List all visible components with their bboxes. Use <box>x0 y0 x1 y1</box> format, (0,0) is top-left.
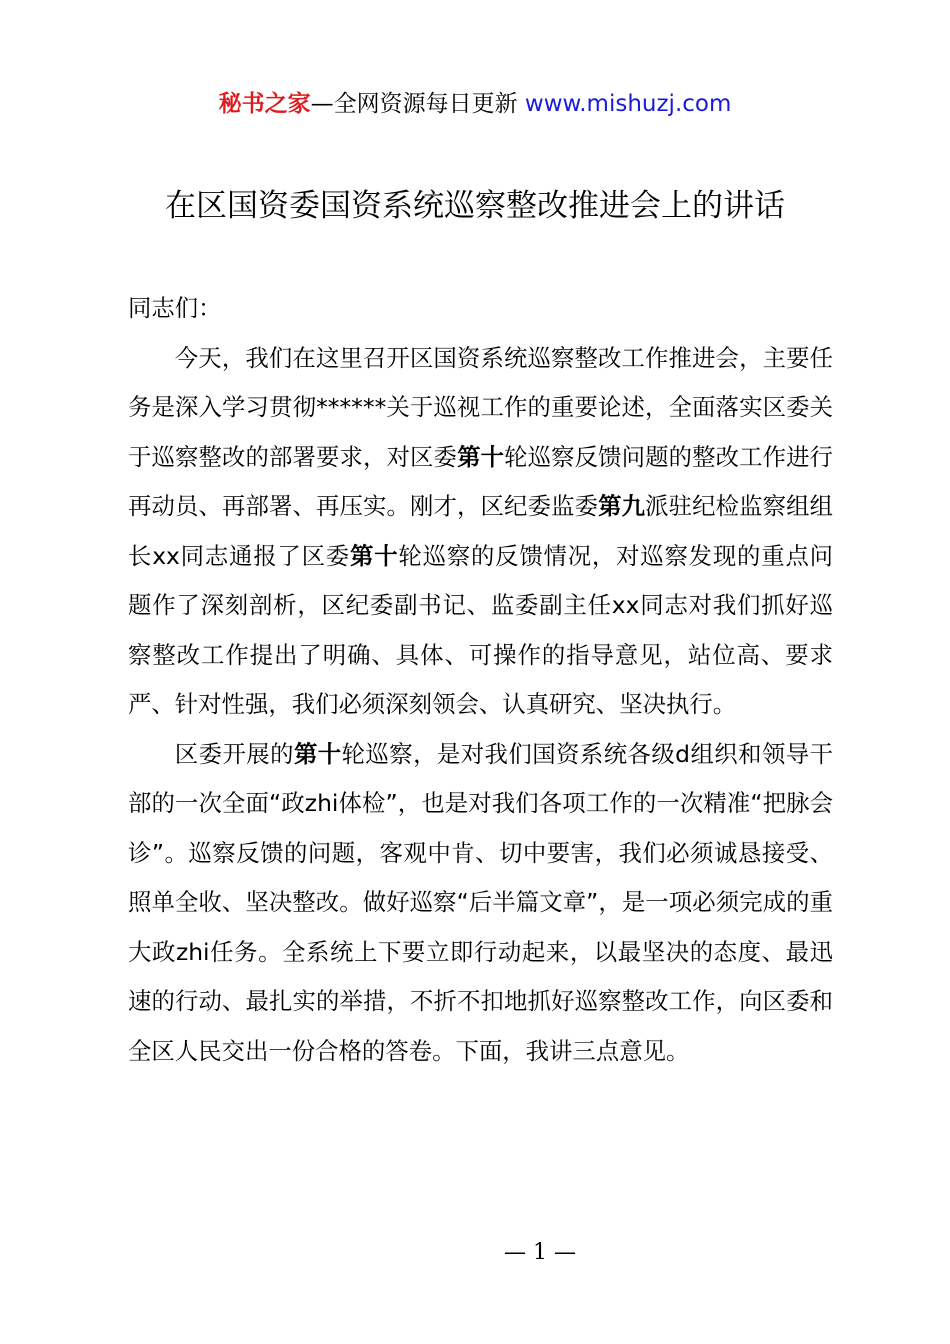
document-body <box>128 284 833 1076</box>
brand-name: 秘书之家 <box>218 91 311 117</box>
paragraph-2 <box>128 730 833 1077</box>
paragraph-1 <box>128 334 833 730</box>
header-tagline: —全网资源每日更新 <box>310 91 525 117</box>
p1-bold-1: 第十 <box>457 442 505 471</box>
p1-bold-2: 第九 <box>598 492 646 520</box>
p1-text-2: 轮巡察反馈问题的整改工作进行再动员、再部署、再压实。刚才，区纪委监委 <box>128 442 834 520</box>
salutation: 同志们： <box>128 294 222 322</box>
page-number: — 1 — <box>504 1240 576 1265</box>
p2-text-1: 区委开展的 <box>174 739 294 768</box>
p1-bold-3: 第十 <box>350 541 399 570</box>
p1-text-4: 轮巡察的反馈情况，对巡察发现的重点问题作了深刻剖析，区纪委副书记、监委副主任xx同志对我们抓好巡察整改工作提出了明确、具体、可操作的指导意见，站位高、要求严、针对性强，我们必须深刻领会、认真研究、坚决执行。 <box>128 541 834 718</box>
p1-text-3: 派驻纪检监察组组长xx同志通报了区委 <box>128 492 834 570</box>
p2-bold-1: 第十 <box>293 739 342 768</box>
site-url-link[interactable]: www.mishuzj.com <box>524 91 732 117</box>
p1-text-1: 今天，我们在这里召开区国资系统巡察整改工作推进会，主要任务是深入学习贯彻******关于巡视工作的重要论述，全面落实区委关于巡察整改的部署要求，对区委 <box>128 343 833 471</box>
site-header <box>0 86 950 122</box>
document-title: 在区国资委国资系统巡察整改推进会上的讲话 <box>165 188 785 224</box>
p2-text-2: 轮巡察，是对我们国资系统各级d组织和领导干部的一次全面“政zhi体检”，也是对我们各项工作的一次精准“把脉会诊”。巡察反馈的问题，客观中肯、切中要害，我们必须诚恳接受、照单全收、坚决整改。做好巡察“后半篇文章”，是一项必须完成的重大政zhi任务。全系统上下要立即行动起来，以最坚决的态度、最迅速的行动、最扎实的举措，不折不扣地抓好巡察整改工作，向区委和全区人民交出一份合格的答卷。下面，我讲三点意见。 <box>128 739 833 1065</box>
